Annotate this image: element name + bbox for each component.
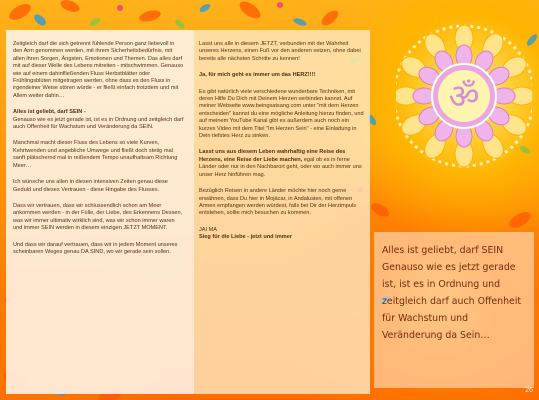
paragraph: Manchmal macht dieser Fluss des Lebens so viele Kurven, Kehrtwenden und angebliche Umwege und fließt doch stetig mal sanft plätschernd mal in reißendem Tempo unaufhaltsam Richtung Meer… bbox=[13, 140, 178, 169]
quote-box: Alles ist geliebt, darf SEIN Genauso wie es jetzt gerade ist, ist es in Ordnung und zeitgleich darf auch Offenheit für Wachstum und Veränderung da Sein… bbox=[374, 232, 534, 388]
paragraph: Es gibt natürlich viele verschiedene wunderbare Techniken, mit deren Hilfe Du Dich mit Deinem Herzen verbinden kannst. Auf meiner Webseite www.beingsatsang.com unter "mit dem Herzen entscheiden" kannst du eine mögliche Anleitung hierzu finden, und auf meinem YouTube Kanal gibt es außerdem auch noch ein kurzes Video mit dem Titel "Im Herzen Sein" - eine Einladung in Dein tiefstes Herz zu sinken. bbox=[199, 88, 364, 140]
paragraph bbox=[13, 109, 184, 131]
bold-heading: Lasst uns aus diesem Leben wahrhaftig eine Reise des Herzens, eine Reise der Liebe machen, bbox=[199, 149, 346, 163]
svg-text:ॐ: ॐ bbox=[448, 77, 480, 117]
text-column-middle bbox=[194, 30, 370, 394]
text-column-left bbox=[6, 30, 194, 394]
paragraph: Bezüglich Reisen in andere Länder möchte hier noch gerne erwähnen, dass Du hier in Mojácar, in Andalusien, mit offenen Armen empfangen werden würdest, falls bei Dir der Herzimpuls entstehen, sollte mich besuchen zu kommen. bbox=[199, 188, 357, 217]
signature bbox=[199, 227, 364, 242]
signature-name: JAI MA bbox=[199, 226, 218, 233]
bold-heading: Alles ist geliebt, darf SEIN - bbox=[13, 109, 86, 116]
om-mandala-icon bbox=[396, 22, 532, 172]
paragraph: Dass wir vertrauen, dass wir schlussendlich schon am Meer ankommen werden - in der Fülle, der Liebe, des Erkennens Dessen, was wir immer ultimativ wirklich sind, was wir schon immer waren und immer SEIN werden in diesem einzigen JETZT MOMENT. bbox=[13, 202, 183, 232]
signoff: Sieg für die Liebe - jetzt und immer bbox=[199, 234, 292, 241]
paragraph: Zeitgleich darf die sich getrennt fühlende Person ganz liebevoll in den Arm genommen werden, mit ihrem Sicherheitsbedürfnis, mit allen ihren Sorgen, Ängsten, Emotionen und Themen. Das alles darf mit auf dieser Welle des Lebens mitreiten - mitschwimmen. Genauso wie auf einem dahinfließenden Fluss Herbstblätter oder Frühlingsblüten mitgetragen werden, ohne dass es den Fluss in irgendeiner Weise stören würde - er fließt einfach trotzdem und mit Allem weiter dahin… bbox=[13, 41, 184, 99]
paragraph-text: Genauso wie es jetzt gerade ist, ist es in Ordnung und zeitgleich darf auch Offenheit für Wachstum und Veränderung da SEIN. bbox=[13, 116, 184, 131]
bold-heading: Ja, für mich geht es immer um das HERZ!!!! bbox=[199, 72, 316, 79]
paragraph: Lasst uns alle in diesem JETZT, verbunden mit der Wahrheit unseres Herzens, einen Fuß vor den anderen setzen, ohne dabei bereits alle nächsten Schritte zu kennen! bbox=[199, 41, 361, 62]
paragraph: Und dass wir darauf vertrauen, dass wir in jedem Moment unseres scheinbaren Weges genau DA SIND, wo wir gerade sein sollen. bbox=[13, 241, 178, 255]
paragraph bbox=[199, 149, 364, 179]
paragraph-text: egal ob es in ferne Länder oder nur in den Nachbarort geht, oder wo auch immer uns unser Herz hinführen mag. bbox=[199, 156, 362, 178]
page-number: 26 bbox=[525, 387, 533, 394]
paragraph: Ich wünsche uns allen in diesen intensiven Zeiten genau diese Geduld und dieses Vertrauen - diese Hingabe des Flusses. bbox=[13, 179, 168, 193]
